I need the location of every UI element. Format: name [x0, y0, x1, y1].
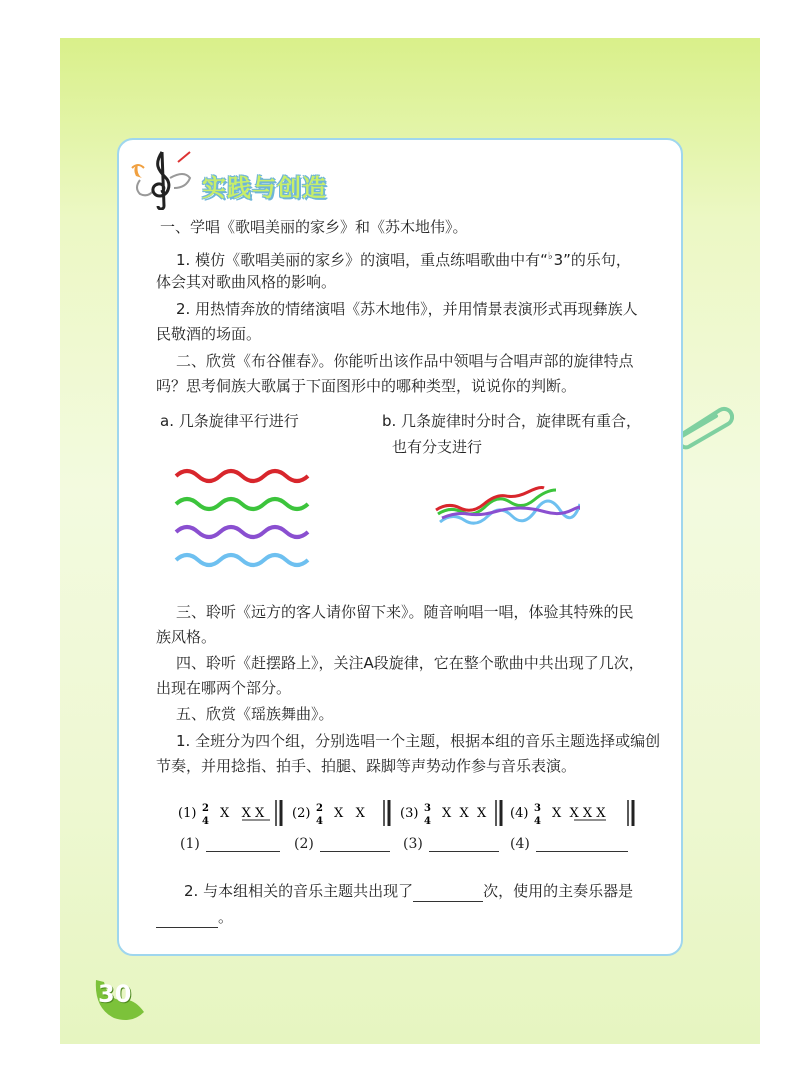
- item3-line1: 三、聆听《远方的客人请你留下来》。随音响唱一唱，体验其特殊的民: [176, 603, 634, 621]
- wave-purple: [176, 527, 308, 537]
- page-number: 30: [98, 980, 132, 1008]
- instrument-blank[interactable]: [156, 911, 218, 928]
- item5-sub2-line1: 2. 与本组相关的音乐主题共出现了 次，使用的主奏乐器是: [184, 882, 634, 900]
- wave-green: [176, 499, 308, 509]
- rhythm-4-den: 4: [534, 816, 541, 827]
- parallel-waves-figure: [174, 462, 314, 572]
- rhythm-2-den: 4: [316, 816, 323, 827]
- rhythm-1-label: (1): [178, 806, 197, 821]
- item5-heading: 五、欣赏《瑶族舞曲》。: [176, 705, 334, 723]
- rhythm-4-num: 3: [534, 803, 541, 814]
- item1-sub2-line1: 2. 用热情奔放的情绪演唱《苏木地伟》，并用情景表演形式再现彝族人: [176, 300, 638, 318]
- answer-blank-2[interactable]: (2): [294, 836, 390, 852]
- count-blank[interactable]: [413, 885, 483, 902]
- rhythm-4-notes: X X X X: [552, 806, 606, 821]
- rhythm-2-label: (2): [292, 806, 311, 821]
- wave-blue: [176, 555, 308, 565]
- answer-blank-4[interactable]: (4): [510, 836, 628, 852]
- option-b-label-line2: 也有分支进行: [392, 438, 483, 456]
- item5-sub1-line1: 1. 全班分为四个组，分别选唱一个主题，根据本组的音乐主题选择或编创: [176, 732, 661, 750]
- rhythm-1-den: 4: [202, 816, 209, 827]
- item1-sub1-line1: 1. 模仿《歌唱美丽的家乡》的演唱，重点练唱歌曲中有“♭3”的乐句，: [176, 251, 631, 269]
- item4-line1: 四、聆听《赶摆路上》，关注A段旋律，它在整个歌曲中共出现了几次，: [176, 654, 644, 672]
- flat-sign: ♭: [547, 251, 553, 262]
- rhythm-4-label: (4): [510, 806, 529, 821]
- item1-sub2-line2: 民敬酒的场面。: [156, 325, 262, 343]
- answer-blank-1[interactable]: (1): [180, 836, 280, 852]
- wave-red: [176, 471, 308, 481]
- item2-line2: 吗？思考侗族大歌属于下面图形中的哪种类型，说说你的判断。: [156, 377, 577, 395]
- item1-sub1-line2: 体会其对歌曲风格的影响。: [156, 273, 337, 291]
- item1-heading: 一、学唱《歌唱美丽的家乡》和《苏木地伟》。: [160, 218, 468, 236]
- rhythm-3-label: (3): [400, 806, 419, 821]
- rhythm-3-notes: X X X: [442, 806, 487, 821]
- rhythm-1-notes: X X X: [220, 806, 265, 821]
- item5-sub1-line2: 节奏，并用捻指、拍手、拍腿、跺脚等声势动作参与音乐表演。: [156, 757, 577, 775]
- wave-red-b: [436, 488, 544, 511]
- option-b-label-line1: b. 几条旋律时分时合，旋律既有重合，: [382, 412, 642, 430]
- rhythm-2-notes: X X: [334, 806, 365, 821]
- item3-line2: 族风格。: [156, 628, 217, 646]
- item5-sub2-line2: 。: [156, 906, 233, 928]
- rhythm-1-num: 2: [202, 803, 209, 814]
- option-a-label: a. 几条旋律平行进行: [160, 412, 299, 430]
- interweaving-waves-figure: [434, 484, 580, 532]
- answer-blank-3[interactable]: (3): [403, 836, 499, 852]
- item2-line1: 二、欣赏《布谷催春》。你能听出该作品中领唱与合唱声部的旋律特点: [176, 352, 634, 370]
- rhythm-3-num: 3: [424, 803, 431, 814]
- rhythm-2-num: 2: [316, 803, 323, 814]
- rhythm-patterns: [178, 796, 648, 828]
- section-title: 实践与创造: [202, 174, 327, 202]
- rhythm-3-den: 4: [424, 816, 431, 827]
- item4-line2: 出现在哪两个部分。: [156, 679, 292, 697]
- treble-clef-icon: [128, 148, 200, 210]
